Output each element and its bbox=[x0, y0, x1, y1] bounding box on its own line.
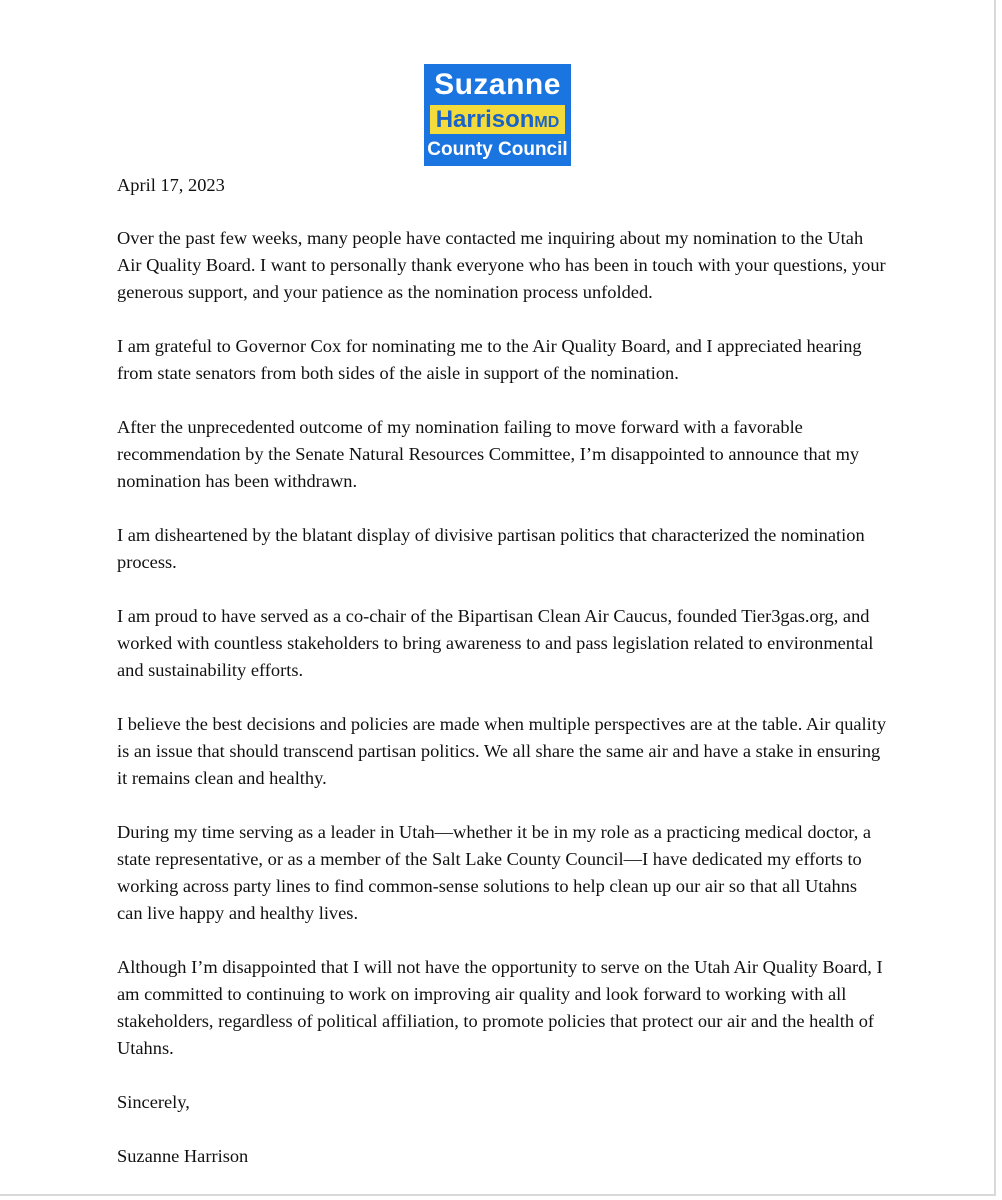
logo-last-name: Harrison bbox=[435, 106, 535, 133]
letter-signature: Suzanne Harrison bbox=[117, 1146, 249, 1166]
letter-paragraph: I believe the best decisions and policies are made when multiple perspectives are at the table. Air quality is an issue that should transcend partisan politics. We all share the same air and have a stake in ensuring it remains clean and healthy. bbox=[117, 714, 887, 788]
letter-paragraph: I am proud to have served as a co-chair of the Bipartisan Clean Air Caucus, founded Tier3gas.org, and worked with countless stakeholders to bring awareness to and pass legislation related to environmental and sustainability efforts. bbox=[117, 606, 874, 680]
letter-date: April 17, 2023 bbox=[117, 175, 225, 195]
logo-md-suffix: MD bbox=[534, 114, 560, 131]
letter-paragraph: Although I’m disappointed that I will not have the opportunity to serve on the Utah Air Quality Board, I am committed to continuing to work on improving air quality and look forward to working with all stakeholders, regardless of political affiliation, to promote policies that protect our air and the health of Utahns. bbox=[117, 957, 883, 1058]
campaign-logo bbox=[424, 64, 571, 166]
logo-office: County Council bbox=[427, 139, 568, 160]
letter-paragraph: I am disheartened by the blatant display of divisive partisan politics that characterized the nomination process. bbox=[117, 525, 865, 572]
letter-paragraph: I am grateful to Governor Cox for nominating me to the Air Quality Board, and I appreciated hearing from state senators from both sides of the aisle in support of the nomination. bbox=[117, 336, 862, 383]
letter-paragraph: During my time serving as a leader in Utah—whether it be in my role as a practicing medical doctor, a state representative, or as a member of the Salt Lake County Council—I have dedicated my efforts to working across party lines to find common-sense solutions to help clean up our air so that all Utahns can live happy and healthy lives. bbox=[117, 822, 872, 923]
letter-closing: Sincerely, bbox=[117, 1092, 190, 1112]
letter-body bbox=[117, 172, 887, 1170]
letter-paragraph: After the unprecedented outcome of my nomination failing to move forward with a favorable recommendation by the Senate Natural Resources Committee, I’m disappointed to announce that my nomination has been withdrawn. bbox=[117, 417, 860, 491]
logo-last-name-line bbox=[424, 106, 571, 137]
logo-first-name: Suzanne bbox=[434, 68, 561, 101]
letter-paragraph: Over the past few weeks, many people have contacted me inquiring about my nomination to the Utah Air Quality Board. I want to personally thank everyone who has been in touch with your questions, your generous support, and your patience as the nomination process unfolded. bbox=[117, 228, 886, 302]
